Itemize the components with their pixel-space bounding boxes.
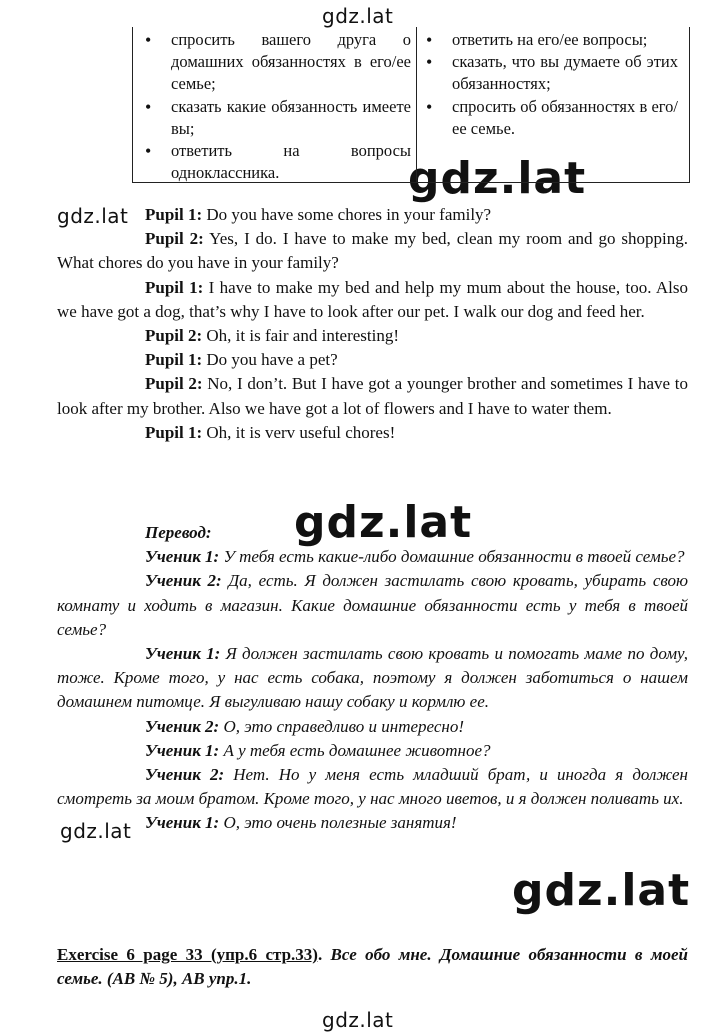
watermark-large-1: gdz.lat (404, 153, 590, 204)
dialogue-line (57, 324, 688, 348)
watermark-left-1: gdz.lat (57, 204, 129, 228)
dialogue-text: Oh, it is verv useful chores! (202, 422, 396, 442)
speaker-label: Pupil 1: (145, 350, 203, 370)
watermark-bottom: gdz.lat (322, 1008, 394, 1032)
translation-text: Я должен застилать свою кровать и помогать маме по дому, тоже. Кроме того, у нас есть собака, поэтому я должен заботиться о нашем домашнем питомце. Я выгуливаю нашу собаку и кормлю ее. (57, 644, 688, 712)
table-column-divider (416, 27, 417, 182)
translation-line (57, 763, 688, 811)
translation-text: У тебя есть какие-либо домашние обязанности в твоей семье? (219, 547, 685, 567)
task-table (132, 27, 690, 183)
speaker-label: Ученик 2: (145, 571, 222, 591)
translation-line (57, 569, 688, 642)
table-left-item: • сказать какие обязанность имеете вы; (145, 96, 411, 140)
english-dialogue (57, 203, 688, 445)
translation-heading: Перевод: (145, 523, 212, 542)
speaker-label: Pupil 2: (145, 374, 203, 394)
dialogue-text: No, I don’t. But I have got a younger brother and sometimes I have to look after my brother. Also we have got a lot of flowers and I have to water them. (57, 374, 688, 418)
speaker-label: Pupil 2: (145, 326, 203, 346)
speaker-label: Ученик 1: (145, 740, 220, 760)
translation-text: Да, есть. Я должен застилать свою кровать, убирать свою комнату и ходить в магазин. Какие домашние обязанности есть у тебя в твоей семье? (57, 571, 689, 639)
exercise-link[interactable]: Exercise 6 page 33 (упр.6 стр.33) (57, 945, 318, 964)
table-right-item: • спросить об обязанностях в его/ее семье. (426, 96, 678, 140)
dialogue-line (57, 276, 688, 324)
speaker-label: Ученик 1: (145, 547, 220, 567)
watermark-left-2: gdz.lat (60, 819, 132, 843)
dialogue-line (57, 348, 688, 372)
translation-section (57, 521, 688, 836)
speaker-label: Ученик 2: (145, 716, 220, 736)
speaker-label: Ученик 2: (145, 765, 225, 785)
dialogue-text: I have to make my bed and help my mum about the house, too. Also we have got a dog, that’s why I have to look after our pet. I walk our dog and feed her. (57, 277, 689, 321)
watermark-large-3: gdz.lat (508, 865, 694, 916)
dialogue-text: Oh, it is fair and interesting! (202, 326, 400, 346)
table-right-item: • ответить на его/ее вопросы; (426, 29, 678, 51)
translation-text: Нет. Но у меня есть младший брат, и иногда я должен смотреть за моим братом. Кроме того, у нас много иветов, и я должен поливать их. (57, 765, 688, 809)
dialogue-text: Do you have a pet? (202, 350, 338, 370)
exercise-dot: . (317, 945, 323, 964)
speaker-label: Pupil 1: (145, 422, 203, 442)
table-left-item: • ответить на вопросы одноклассника. (145, 140, 411, 184)
watermark-large-2: gdz.lat (290, 497, 476, 548)
table-right-column (426, 29, 678, 140)
speaker-label: Pupil 1: (145, 277, 204, 297)
exercise-description: Все обо мне. Домашние обязанности в моей семье. (АВ № 5), АВ упр.1. (57, 945, 688, 988)
translation-text: О, это очень полезные занятия! (219, 813, 457, 833)
dialogue-line (57, 372, 688, 420)
translation-line (57, 811, 688, 835)
table-right-item: • сказать, что вы думаете об этих обязанностях; (426, 51, 678, 95)
speaker-label: Pupil 1: (145, 205, 203, 224)
translation-line (57, 715, 688, 739)
table-left-column (145, 29, 411, 184)
exercise-heading (57, 943, 688, 991)
translation-line (57, 545, 688, 569)
speaker-label: Ученик 1: (145, 813, 220, 833)
table-left-item: • спросить вашего друга о домашних обязанностях в его/ее семье; (145, 29, 411, 96)
dialogue-text: Yes, I do. I have to make my bed, clean my room and go shopping. What chores do you have in your family? (57, 229, 688, 273)
speaker-label: Ученик 1: (145, 644, 221, 664)
translation-text: А у тебя есть домашнее животное? (219, 740, 491, 760)
dialogue-line (57, 227, 688, 275)
dialogue-line (57, 203, 688, 227)
dialogue-text: Do you have some chores in your family? (202, 205, 492, 224)
dialogue-line (57, 421, 688, 445)
translation-line (57, 739, 688, 763)
translation-line (57, 642, 688, 715)
watermark-top: gdz.lat (322, 4, 394, 28)
speaker-label: Pupil 2: (145, 229, 204, 249)
translation-text: О, это справедливо и интересно! (219, 716, 464, 736)
